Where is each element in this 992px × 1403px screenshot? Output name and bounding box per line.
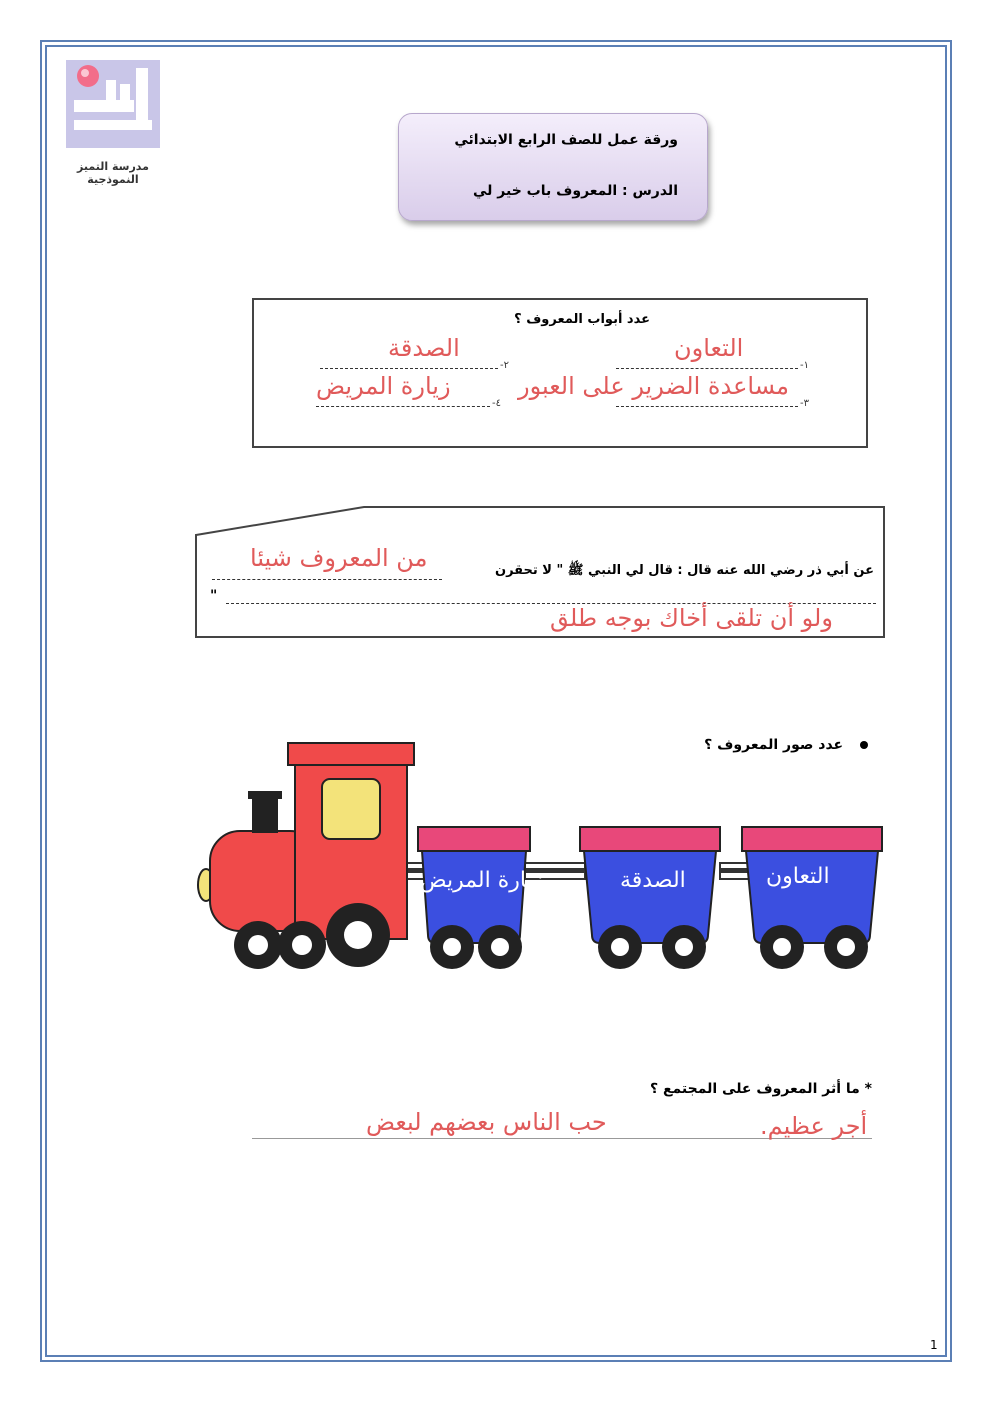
section4-question: * ما أثر المعروف على المجتمع ؟ [649, 1081, 872, 1097]
item-number: -١ [800, 360, 809, 371]
answer-line [616, 406, 798, 407]
item-number: -٢ [500, 360, 509, 371]
lesson-title: الدرس : المعروف باب خير لي [472, 183, 678, 199]
answer-line [616, 368, 798, 369]
answer-text: الصدقة [388, 334, 460, 362]
answer-line [212, 579, 442, 580]
answer-line [316, 406, 490, 407]
item-number: -٤ [492, 398, 501, 409]
section4-answer-1: أجر عظيم. [760, 1112, 868, 1140]
school-logo [66, 60, 160, 148]
wagon-label: زيارة المريض [420, 868, 544, 893]
hadith-answer-1: من المعروف شيئا [250, 544, 428, 572]
hadith-answer-2: ولو أن تلقى أخاك بوجه طلق [550, 604, 833, 632]
section3-question-text: عدد صور المعروف ؟ [704, 737, 844, 753]
section1-question: عدد أبواب المعروف ؟ [514, 312, 650, 327]
page-border-inner [45, 45, 947, 1357]
school-name: مدرسة التميز النموذجية [77, 160, 149, 186]
answer-line [320, 368, 498, 369]
hadith-text: عن أبي ذر رضي الله عنه قال : قال لي النبي ﷺ " لا تحقرن [494, 563, 874, 578]
title-box [398, 113, 708, 221]
answer-text: مساعدة الضرير على العبور [518, 372, 789, 400]
answer-text: التعاون [674, 334, 744, 362]
section4-answer-2: حب الناس بعضهم لبعض [366, 1108, 607, 1136]
page-number: 1 [930, 1338, 938, 1352]
wagon-label: الصدقة [620, 868, 686, 893]
worksheet-title: ورقة عمل للصف الرابع الابتدائي [454, 132, 678, 148]
wagon-label: التعاون [766, 864, 830, 889]
answer-text: زيارة المريض [316, 372, 451, 400]
item-number: -٣ [800, 398, 809, 409]
closing-quote: " [210, 588, 218, 604]
